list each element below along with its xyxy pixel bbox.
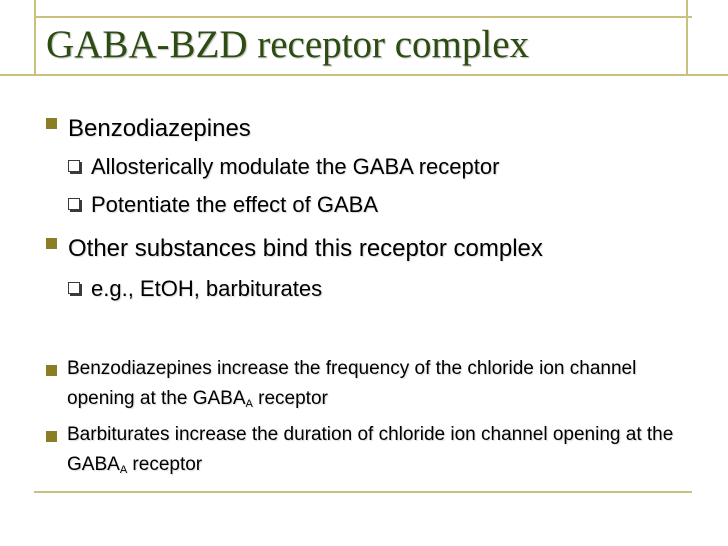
hollow-square-bullet-icon [68,282,80,294]
sub-bullet-examples: e.g., EtOH, barbiturates [91,276,323,301]
note-duration [67,420,687,485]
hollow-square-bullet-icon [68,198,80,210]
square-bullet-icon [46,431,57,442]
right-rule [686,0,688,76]
note-frequency [67,354,687,419]
note-text: Barbiturates increase the duration of chloride ion channel opening at the GABA [67,424,674,475]
slide-title: GABA-BZD receptor complex [46,23,530,66]
title-underline [0,74,728,76]
note-text: Benzodiazepines increase the frequency of the chloride ion channel opening at the GABA [67,358,637,409]
subscript: A [245,398,253,410]
square-bullet-icon [46,365,57,376]
square-bullet-icon [46,238,57,249]
note-text-end: receptor [252,388,328,409]
sub-bullet-allosteric: Allosterically modulate the GABA receptor [91,154,500,179]
subscript: A [119,464,128,476]
left-rule [34,0,36,76]
hollow-square-bullet-icon [68,160,80,172]
bottom-rule [34,491,692,493]
sub-bullet-potentiate: Potentiate the effect of GABA [91,192,378,217]
square-bullet-icon [46,118,57,129]
bullet-other-substances: Other substances bind this receptor complex [68,235,543,262]
bullet-benzodiazepines: Benzodiazepines [68,115,251,142]
top-rule [34,16,692,18]
note-text-end: receptor [127,454,203,475]
